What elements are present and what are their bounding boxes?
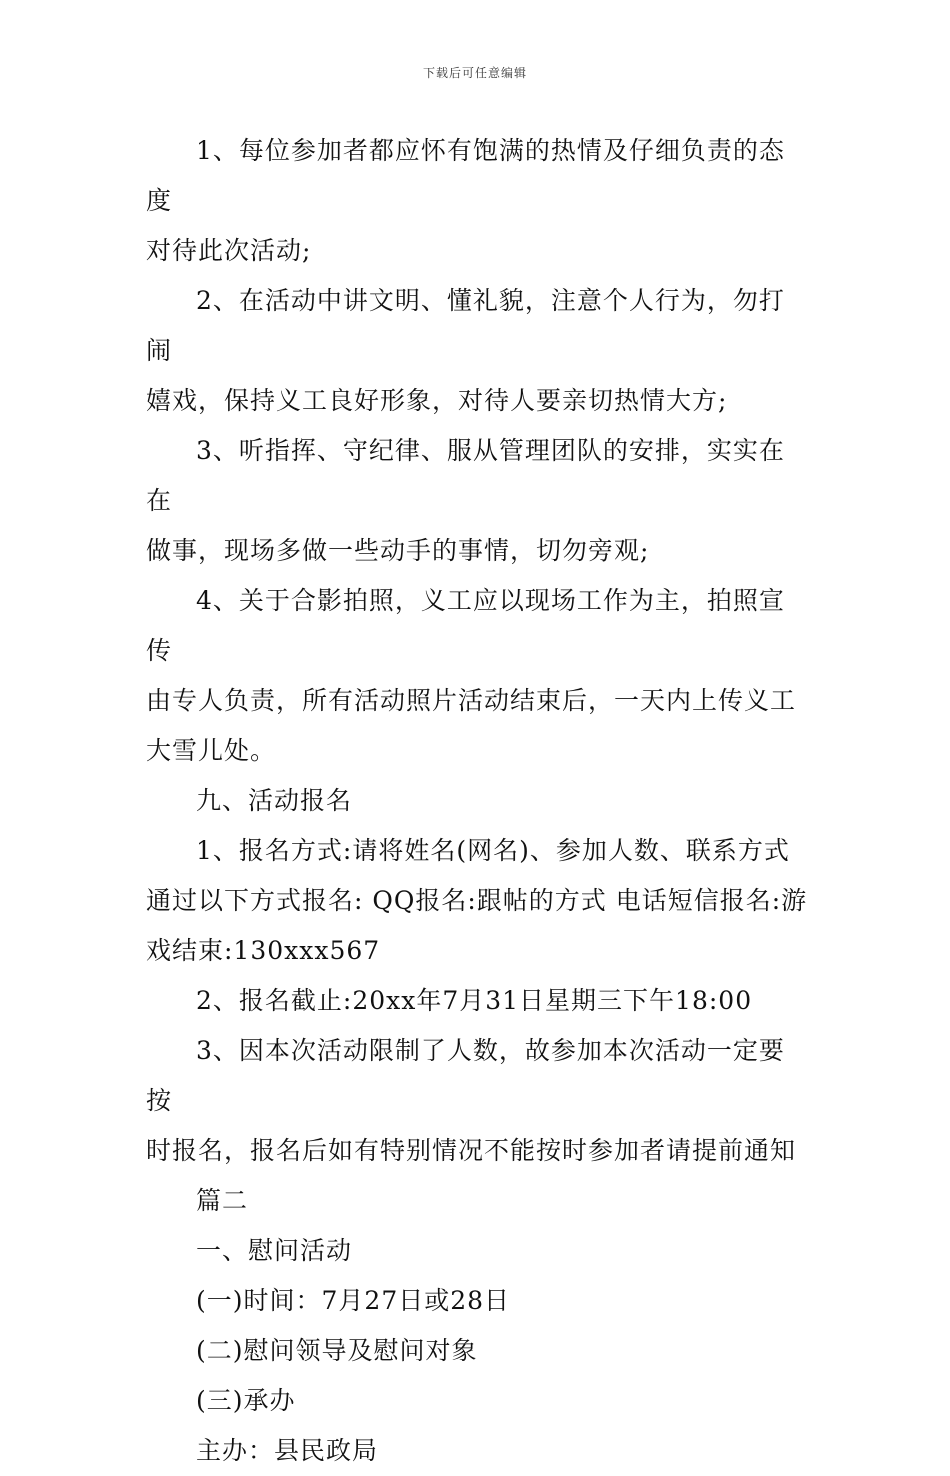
- paragraph: [146, 1176, 808, 1226]
- paragraph-line: 主办：县民政局: [196, 1436, 379, 1465]
- paragraph-line: 九、活动报名: [196, 786, 353, 815]
- paragraph: [146, 826, 808, 976]
- paragraph-line: 3、听指挥、守纪律、服从管理团队的安排，实实在在: [146, 436, 785, 515]
- paragraph: [146, 126, 808, 276]
- paragraph-line: (二)慰问领导及慰问对象: [196, 1336, 478, 1365]
- paragraph: [146, 1276, 808, 1326]
- paragraph-line: 1、每位参加者都应怀有饱满的热情及仔细负责的态度: [146, 136, 785, 215]
- paragraph-line: 戏结束:130xxx567: [146, 936, 381, 965]
- paragraph-line: 大雪儿处。: [146, 736, 277, 765]
- paragraph: [146, 576, 808, 776]
- paragraph-line: 通过以下方式报名: QQ报名:跟帖的方式 电话短信报名:游: [146, 886, 808, 915]
- paragraph-line: 2、报名截止:20xx年7月31日星期三下午18:00: [196, 986, 753, 1015]
- paragraph-line: 由专人负责，所有活动照片活动结束后，一天内上传义工: [146, 686, 797, 715]
- header-note: 下载后可任意编辑: [422, 66, 527, 80]
- paragraph: [146, 1226, 808, 1276]
- paragraph-line: 做事，现场多做一些动手的事情，切勿旁观;: [146, 536, 650, 565]
- paragraph: [146, 1426, 808, 1476]
- paragraph: [146, 976, 808, 1026]
- paragraph-line: (一)时间：7月27日或28日: [196, 1286, 511, 1315]
- paragraph-line: 对待此次活动;: [146, 236, 312, 265]
- paragraph-line: 1、报名方式:请将姓名(网名)、参加人数、联系方式: [196, 836, 790, 865]
- paragraph: [146, 1376, 808, 1426]
- paragraph: [146, 1326, 808, 1376]
- paragraph-line: (三)承办: [196, 1386, 296, 1415]
- paragraph: [146, 776, 808, 826]
- paragraph-line: 时报名，报名后如有特别情况不能按时参加者请提前通知: [146, 1136, 797, 1165]
- paragraph-line: 4、关于合影拍照，义工应以现场工作为主，拍照宣传: [146, 586, 785, 665]
- paragraph-line: 篇二: [196, 1186, 249, 1215]
- paragraph-line: 3、因本次活动限制了人数，故参加本次活动一定要按: [146, 1036, 785, 1115]
- paragraph: [146, 276, 808, 426]
- paragraph-line: 一、慰问活动: [196, 1236, 353, 1265]
- paragraph-line: 嬉戏，保持义工良好形象，对待人要亲切热情大方;: [146, 386, 728, 415]
- paragraph-line: 2、在活动中讲文明、懂礼貌，注意个人行为，勿打闹: [146, 286, 785, 365]
- paragraph: [146, 426, 808, 576]
- paragraph: [146, 1026, 808, 1176]
- document-body: [146, 126, 808, 1476]
